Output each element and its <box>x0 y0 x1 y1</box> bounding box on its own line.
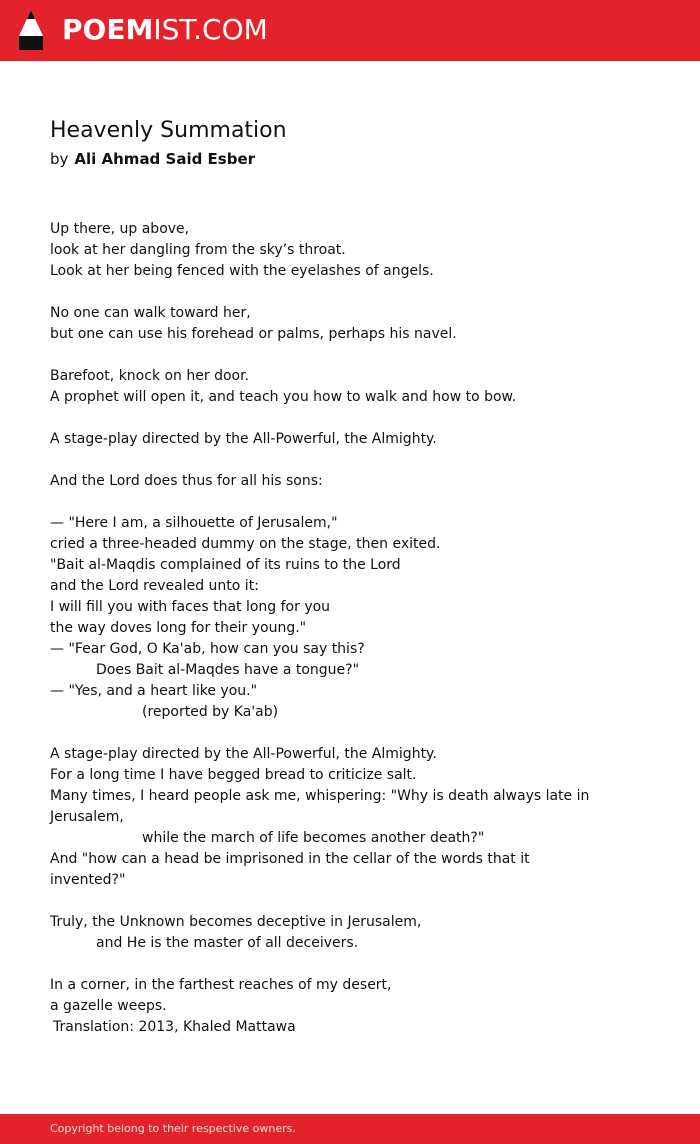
poem-line <box>50 345 610 366</box>
by-prefix: by <box>50 150 69 168</box>
poem-line: invented?" <box>50 872 126 888</box>
poem-line: A stage-play directed by the All-Powerful, the Almighty. <box>50 746 437 762</box>
poem-line <box>50 891 610 912</box>
poem-line: but one can use his forehead or palms, perhaps his navel. <box>50 326 457 342</box>
poem-line: Jerusalem, <box>50 809 124 825</box>
poem-line: Truly, the Unknown becomes deceptive in Jerusalem, <box>50 914 422 930</box>
poem-byline <box>50 148 255 170</box>
poem-line <box>50 282 610 303</box>
poem-line <box>50 954 610 975</box>
site-header <box>0 0 700 61</box>
poem-line: (reported by Ka'ab) <box>142 704 279 720</box>
poem-line <box>50 408 610 429</box>
poem-body <box>50 219 610 1038</box>
poem-line: Barefoot, knock on her door. <box>50 368 250 384</box>
poem-author: Ali Ahmad Said Esber <box>74 150 256 168</box>
poem-line <box>50 492 610 513</box>
poem-line: Many times, I heard people ask me, whispering: "Why is death always late in <box>50 788 590 804</box>
poem-line: — "Fear God, O Ka'ab, how can you say this? <box>50 641 365 657</box>
pencil-logo-icon[interactable] <box>17 9 45 51</box>
logo-bold-text: POEM <box>62 13 154 46</box>
poem-line: And "how can a head be imprisoned in the cellar of the words that it <box>50 851 530 867</box>
poem-line: In a corner, in the farthest reaches of my desert, <box>50 977 392 993</box>
poem-line: "Bait al-Maqdis complained of its ruins to the Lord <box>50 557 401 573</box>
poem-title: Heavenly Summation <box>50 118 287 143</box>
poem-line: Up there, up above, <box>50 221 190 237</box>
site-logo-text[interactable] <box>62 12 268 48</box>
poem-line <box>50 450 610 471</box>
poem-line <box>50 723 610 744</box>
poem-line: while the march of life becomes another death?" <box>142 830 485 846</box>
poem-line: A prophet will open it, and teach you how to walk and how to bow. <box>50 389 517 405</box>
poem-line: and He is the master of all deceivers. <box>96 935 359 951</box>
poem-line: For a long time I have begged bread to criticize salt. <box>50 767 417 783</box>
poem-line: — "Yes, and a heart like you." <box>50 683 258 699</box>
poem-line: look at her dangling from the sky’s throat. <box>50 242 346 258</box>
site-footer <box>0 1114 700 1144</box>
poem-line: the way doves long for their young." <box>50 620 307 636</box>
translation-credit: Translation: 2013, Khaled Mattawa <box>53 1019 296 1035</box>
poem-line: A stage-play directed by the All-Powerful, the Almighty. <box>50 431 437 447</box>
poem-line: No one can walk toward her, <box>50 305 251 321</box>
poem-line: and the Lord revealed unto it: <box>50 578 259 594</box>
poem-line: a gazelle weeps. <box>50 998 167 1014</box>
poem-line: Does Bait al-Maqdes have a tongue?" <box>96 662 360 678</box>
poem-line: cried a three-headed dummy on the stage, then exited. <box>50 536 441 552</box>
poem-line: Look at her being fenced with the eyelashes of angels. <box>50 263 434 279</box>
logo-light-text: IST.COM <box>153 13 268 46</box>
poem-line: — "Here I am, a silhouette of Jerusalem," <box>50 515 338 531</box>
poem-line: And the Lord does thus for all his sons: <box>50 473 323 489</box>
copyright-notice: Copyright belong to their respective owners. <box>50 1122 296 1135</box>
poem-line: I will fill you with faces that long for you <box>50 599 331 615</box>
